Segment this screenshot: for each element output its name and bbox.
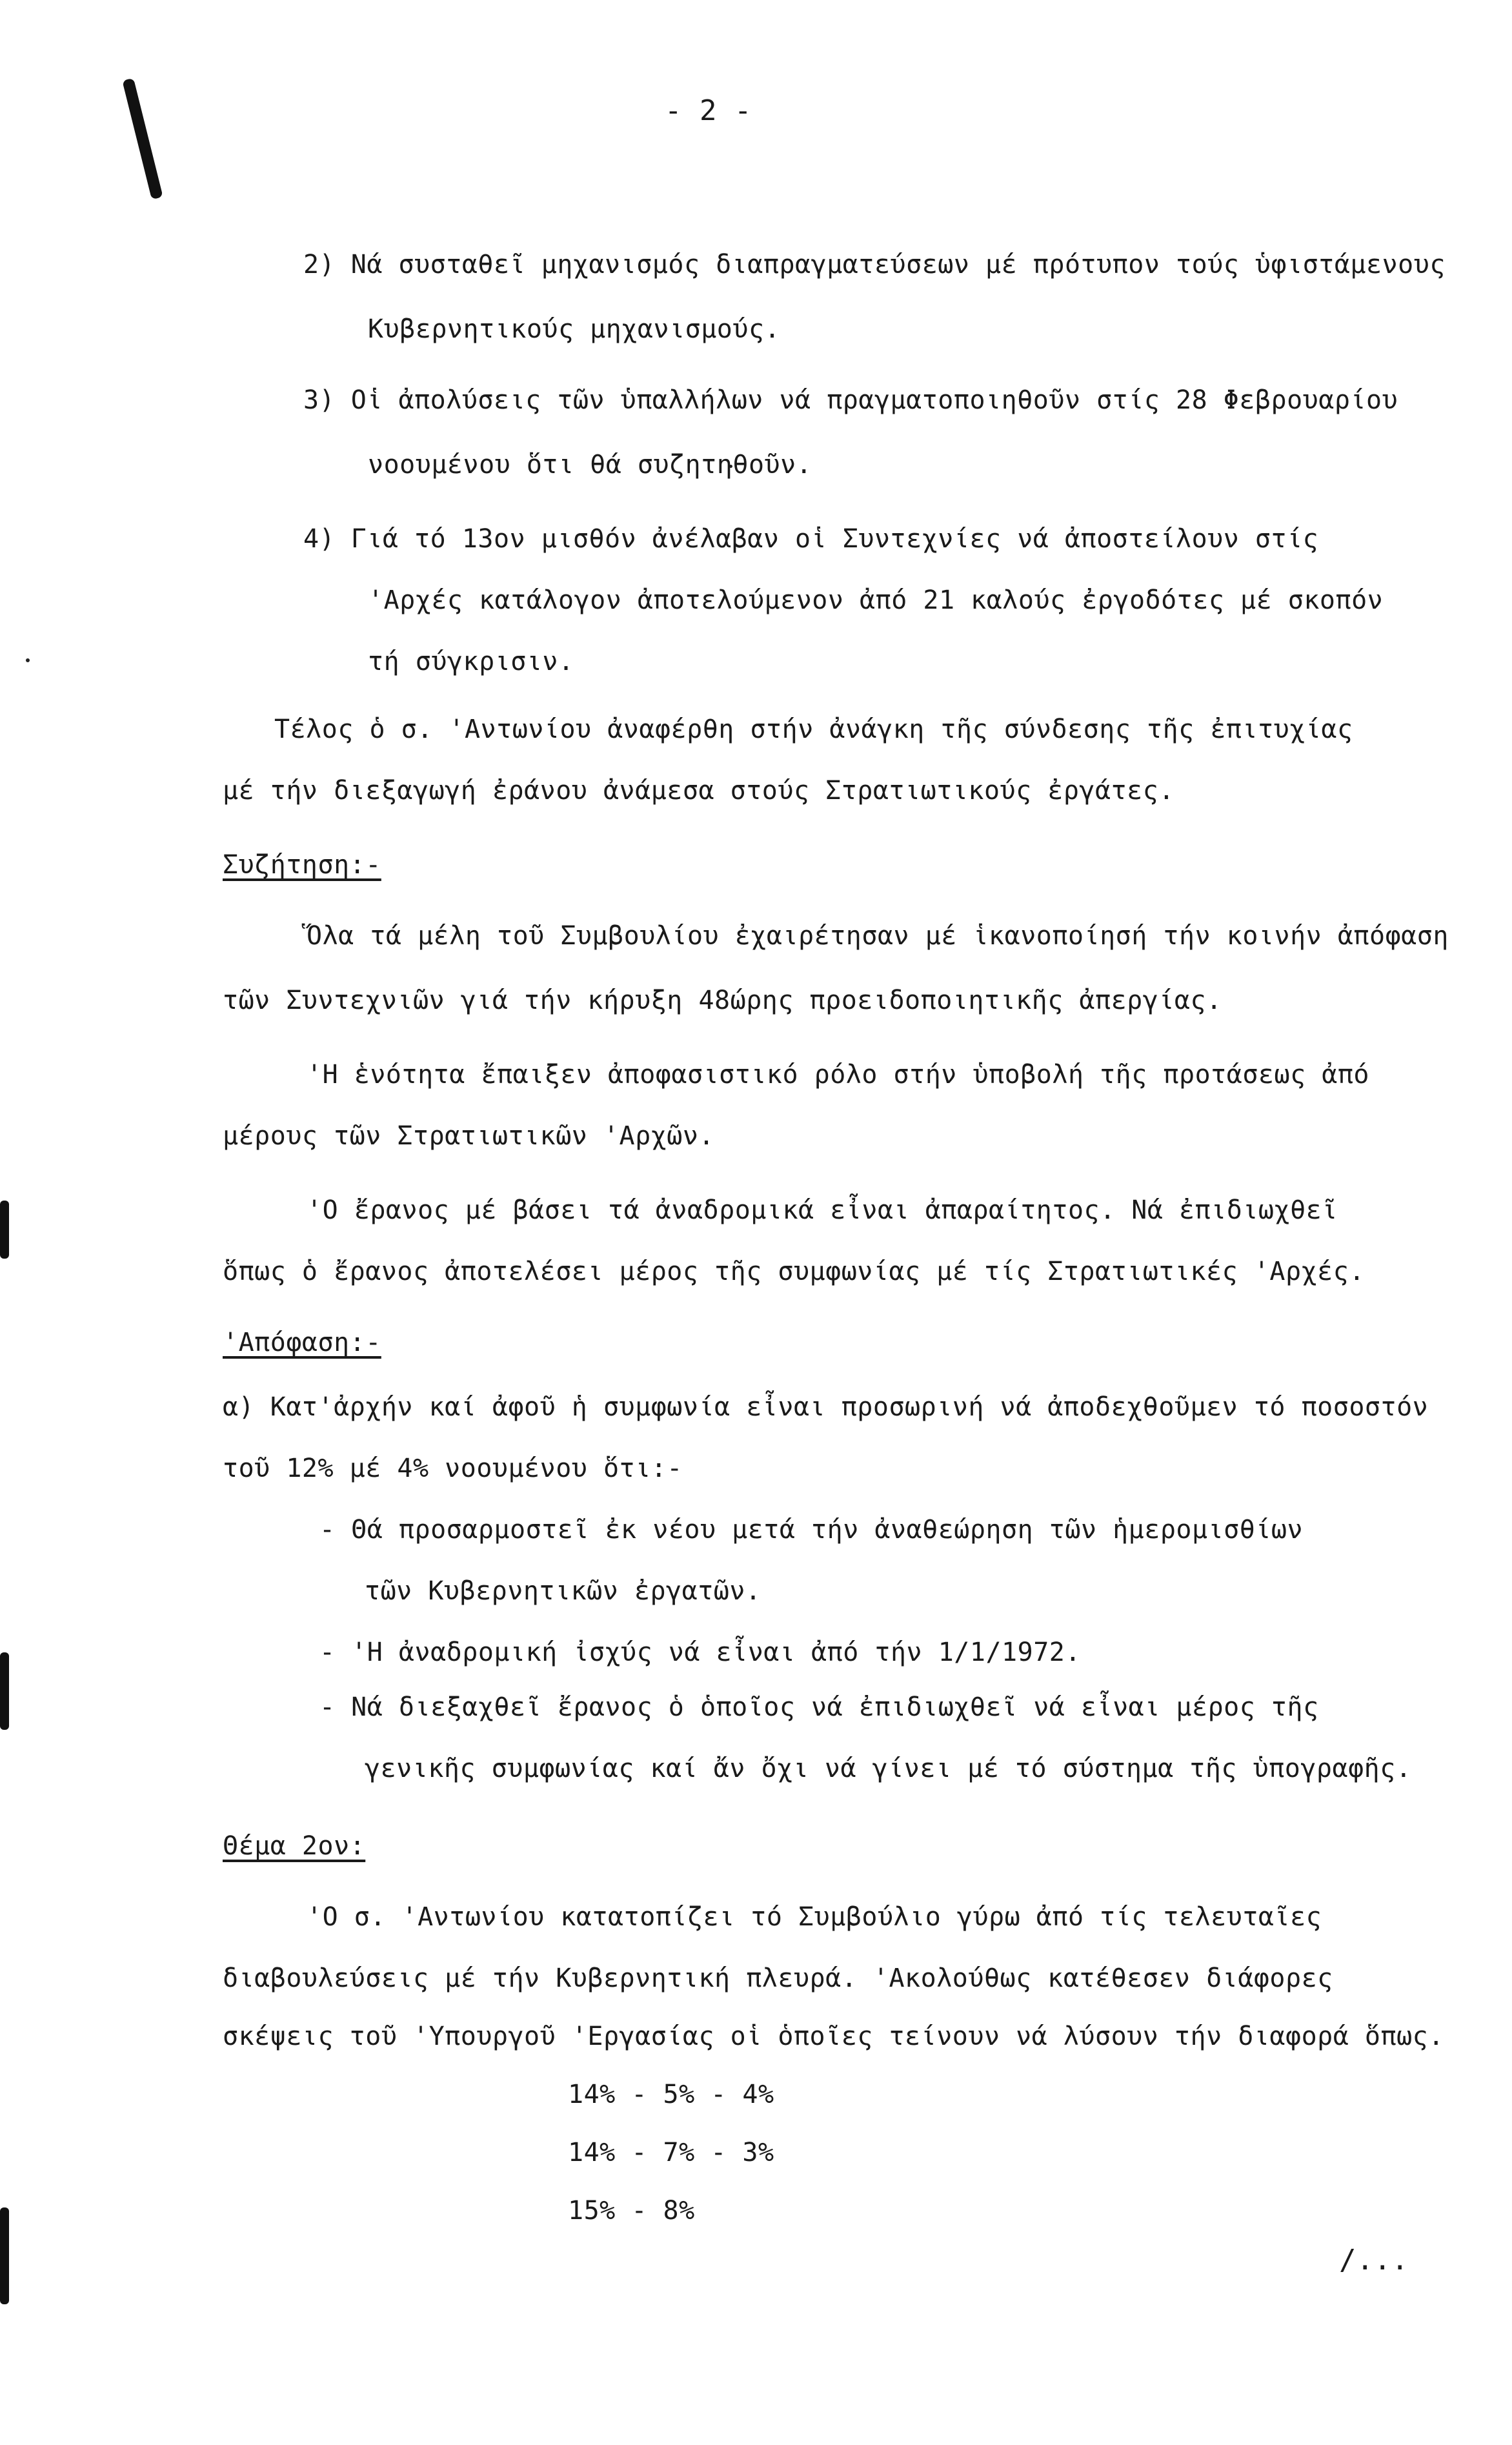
decision-b2-line-1: - 'Η ἀναδρομική ἰσχύς νά εἶναι ἀπό τήν 1/1/1972. (319, 1638, 1081, 1667)
topic-2-option: 14% - 5% - 4% (568, 2080, 774, 2109)
scan-speck (26, 658, 30, 662)
item-2-line-2: Κυβερνητικούς μηχανισμούς. (368, 314, 781, 344)
decision-b1-line-1: - Θά προσαρμοστεῖ ἐκ νέου μετά τήν ἀναθεώρηση τῶν ἡμερομισθίων (319, 1515, 1304, 1545)
closing-line-1: Τέλος ὁ σ. 'Αντωνίου ἀναφέρθη στήν ἀνάγκη τῆς σύνδεσης τῆς ἐπιτυχίας (274, 715, 1353, 744)
item-4-line-3: τή σύγκρισιν. (368, 647, 574, 676)
scan-mark-mid (0, 1201, 9, 1259)
topic-2-option: 14% - 7% - 3% (568, 2138, 774, 2167)
topic-2-line-3: σκέψεις τοῦ 'Υπουργοῦ 'Εργασίας οἱ ὁποῖες τείνουν νά λύσουν τήν διαφορά ὅπως. (223, 2022, 1444, 2051)
discussion-p2-line-2: μέρους τῶν Στρατιωτικῶν 'Αρχῶν. (223, 1121, 715, 1151)
page-number: - 2 - (665, 94, 752, 127)
decision-a-line-2: τοῦ 12% μέ 4% νοουμένου ὅτι:- (223, 1454, 683, 1483)
discussion-heading: Συζήτηση:- (223, 850, 381, 880)
item-2-line-1: 2) Νά συσταθεῖ μηχανισμός διαπραγματεύσεων μέ πρότυπον τούς ὑφιστάμενους (303, 250, 1446, 279)
item-3-line-1: 3) Οἱ ἀπολύσεις τῶν ὑπαλλήλων νά πραγματοποιηθοῦν στίς 28 Φεβρουαρίου (303, 385, 1398, 415)
scan-mark-bottom (0, 2207, 9, 2304)
scan-mark-top (122, 78, 163, 200)
discussion-p3-line-2: ὅπως ὁ ἔρανος ἀποτελέσει μέρος τῆς συμφωνίας μέ τίς Στρατιωτικές 'Αρχές. (223, 1257, 1365, 1286)
discussion-p2-line-1: 'Η ἑνότητα ἔπαιξεν ἀποφασιστικό ρόλο στήν ὑποβολή τῆς προτάσεως ἀπό (307, 1060, 1369, 1090)
decision-b3-line-1: - Νά διεξαχθεῖ ἔρανος ὁ ὁποῖος νά ἐπιδιωχθεῖ νά εἶναι μέρος τῆς (319, 1692, 1319, 1722)
topic-2-option: 15% - 8% (568, 2196, 695, 2226)
scan-mark-lower (0, 1652, 9, 1730)
closing-line-2: μέ τήν διεξαγωγή ἐράνου ἀνάμεσα στούς Στρατιωτικούς ἐργάτες. (223, 776, 1174, 806)
decision-heading: 'Απόφαση:- (223, 1328, 381, 1357)
item-4-line-1: 4) Γιά τό 13ον μισθόν ἀνέλαβαν οἱ Συντεχνίες νά ἀποστείλουν στίς (303, 524, 1319, 554)
topic-2-heading: Θέμα 2ον: (223, 1831, 366, 1861)
decision-b1-line-2: τῶν Κυβερνητικῶν ἐργατῶν. (365, 1576, 761, 1606)
topic-2-line-1: 'Ο σ. 'Αντωνίου κατατοπίζει τό Συμβούλιο γύρω ἀπό τίς τελευταῖες (307, 1902, 1322, 1932)
decision-a-line-1: α) Κατ'ἀρχήν καί ἀφοῦ ἡ συμφωνία εἶναι προσωρινή νά ἀποδεχθοῦμεν τό ποσοστόν (223, 1392, 1429, 1422)
discussion-p3-line-1: 'Ο ἔρανος μέ βάσει τά ἀναδρομικά εἶναι ἀπαραίτητος. Νά ἐπιδιωχθεῖ (307, 1195, 1338, 1225)
continuation-mark: /... (1339, 2244, 1409, 2277)
item-4-line-2: 'Αρχές κατάλογον ἀποτελούμενον ἀπό 21 καλούς ἐργοδότες μέ σκοπόν (368, 585, 1384, 615)
decision-b3-line-2: γενικῆς συμφωνίας καί ἄν ὄχι νά γίνει μέ τό σύστημα τῆς ὑπογραφῆς. (365, 1754, 1412, 1783)
topic-2-line-2: διαβουλεύσεις μέ τήν Κυβερνητική πλευρά. 'Ακολούθως κατέθεσεν διάφορες (223, 1963, 1333, 1993)
discussion-p1-line-1: Ὅλα τά μέλη τοῦ Συμβουλίου ἐχαιρέτησαν μέ ἱκανοποίησή τήν κοινήν ἀπόφαση (307, 921, 1449, 951)
item-3-line-2: νοουμένου ὅτι θά συζητηθοῦν. (368, 450, 812, 480)
discussion-p1-line-2: τῶν Συντεχνιῶν γιά τήν κήρυξη 48ώρης προειδοποιητικῆς ἀπεργίας. (223, 986, 1222, 1015)
